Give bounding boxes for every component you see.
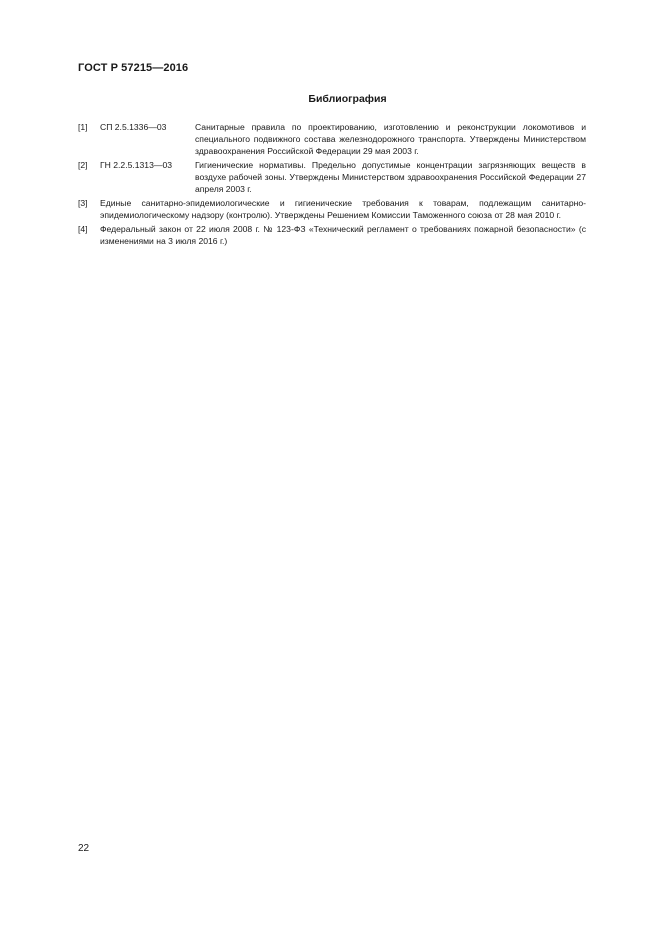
bibliography-entry-3 — [78, 197, 586, 221]
entry-text: Единые санитарно-эпидемиологические и гигиенические требования к товарам, подлежащим санитарно-эпидемиологическому надзору (контролю). Утверждены Решением Комиссии Таможенного союза от 28 мая 2010 г. — [100, 198, 586, 220]
bibliography-list — [78, 121, 586, 249]
entry-number: [1] — [78, 122, 88, 132]
entry-text: Санитарные правила по проектированию, изготовлению и реконструкции локомотивов и специального подвижного состава железнодорожного транспорта. Утверждены Министерством здравоохранения Российской Федерации 29 мая 2003 г. — [195, 122, 586, 156]
page-number: 22 — [78, 843, 90, 854]
bibliography-entry-1 — [78, 121, 586, 157]
entry-number: [3] — [78, 198, 88, 208]
section-title — [0, 93, 661, 105]
bibliography-entry-4 — [78, 223, 586, 247]
bibliography-entry-2 — [78, 159, 586, 195]
entry-text: Федеральный закон от 22 июля 2008 г. № 123-ФЗ «Технический регламент о требованиях пожарной безопасности» (с изменениями на 3 июля 2016 г.) — [100, 224, 586, 246]
entry-code: СП 2.5.1336—03 — [100, 122, 167, 132]
entry-number: [2] — [78, 160, 88, 170]
standard-designation: ГОСТ Р 57215—2016 — [78, 62, 189, 74]
entry-number: [4] — [78, 224, 88, 234]
bibliography-title: Библиография — [308, 93, 387, 105]
entry-text: Гигиенические нормативы. Предельно допустимые концентрации загрязняющих веществ в воздухе рабочей зоны. Утверждены Министерством здравоохранения Российской Федерации 27 апреля 2003 г. — [195, 160, 586, 194]
entry-code: ГН 2.2.5.1313—03 — [100, 160, 173, 170]
